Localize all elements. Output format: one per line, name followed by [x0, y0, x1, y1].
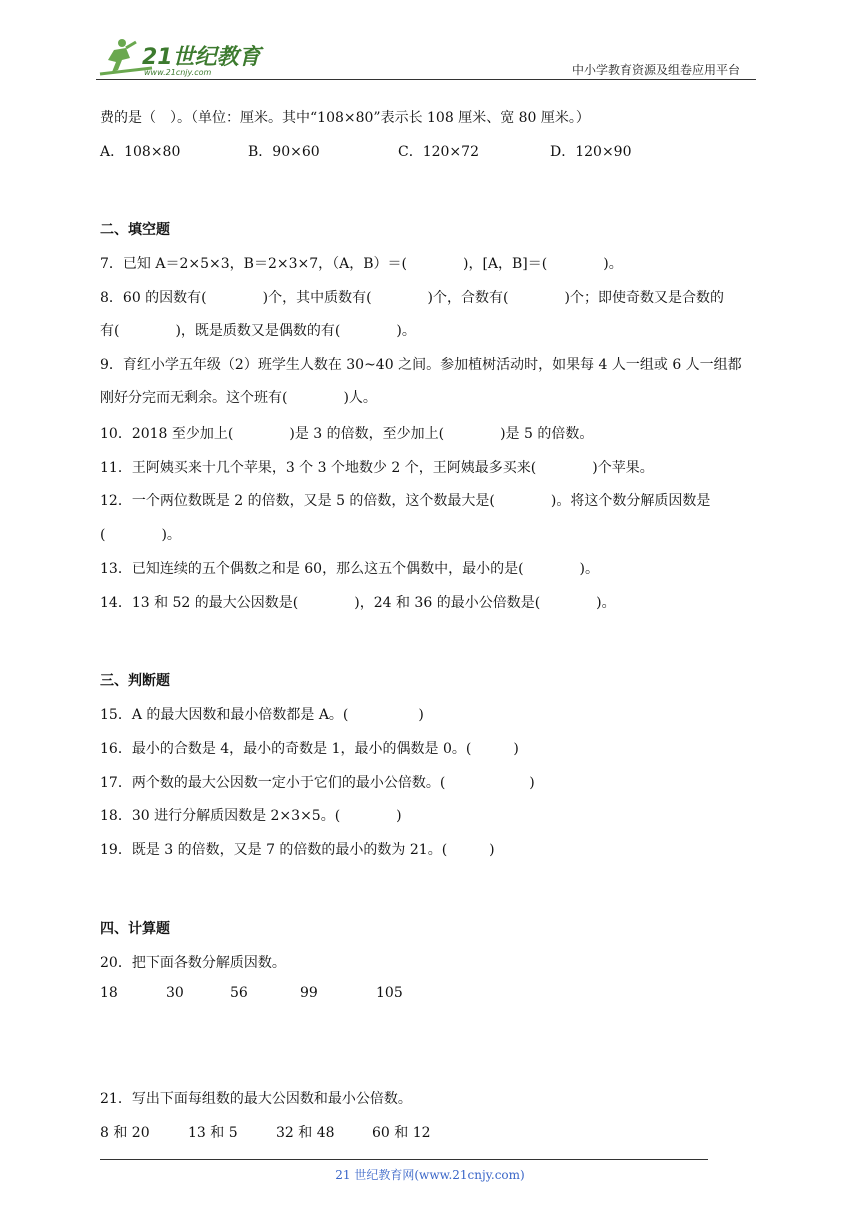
logo-text: 21世纪教育 [142, 45, 261, 70]
q6-option-a: A．108×80 [100, 144, 181, 160]
platform-name: 中小学教育资源及组卷应用平台 [572, 63, 741, 77]
question-9-line2: 刚好分完而无剩余。这个班有( )人。 [100, 390, 377, 406]
section-title-calc: 四、计算题 [100, 921, 170, 937]
question-8-line2: 有( )，既是质数又是偶数的有( )。 [100, 323, 416, 339]
question-18: 18．30 进行分解质因数是 2×3×5。( ) [100, 808, 402, 824]
q6-option-c: C．120×72 [398, 144, 479, 160]
question-16: 16．最小的合数是 4，最小的奇数是 1，最小的偶数是 0。( ) [100, 741, 519, 757]
section-title-fill: 二、填空题 [100, 222, 170, 238]
header-divider [96, 79, 756, 80]
q21-group: 8 和 20 [100, 1125, 150, 1141]
question-21: 21．写出下面每组数的最大公因数和最小公倍数。 [100, 1091, 412, 1107]
question-15: 15．A 的最大因数和最小倍数都是 A。( ) [100, 707, 424, 723]
question-17: 17．两个数的最大公因数一定小于它们的最小公倍数。( ) [100, 775, 535, 791]
question-13: 13．已知连续的五个偶数之和是 60，那么这五个偶数中，最小的是( )。 [100, 561, 600, 577]
q20-number: 18 [100, 985, 118, 1001]
q21-group: 13 和 5 [188, 1125, 238, 1141]
q20-number: 99 [300, 985, 318, 1001]
question-8-line1: 8．60 的因数有( )个，其中质数有( )个，合数有( )个；即使奇数又是合数的 [100, 290, 724, 306]
site-logo [92, 34, 267, 80]
question-9-line1: 9．育红小学五年级（2）班学生人数在 30~40 之间。参加植树活动时，如果每 4 人一组或 6 人一组都 [100, 357, 742, 373]
question-14: 14．13 和 52 的最大公因数是( )，24 和 36 的最小公倍数是( )。 [100, 595, 616, 611]
question-10: 10．2018 至少加上( )是 3 的倍数，至少加上( )是 5 的倍数。 [100, 426, 594, 442]
question-7: 7．已知 A＝2×5×3，B＝2×3×7，（A，B）＝( )，[A，B]＝( )。 [100, 256, 623, 272]
question-19: 19．既是 3 的倍数，又是 7 的倍数的最小的数为 21。( ) [100, 842, 495, 858]
q21-group: 32 和 48 [276, 1125, 335, 1141]
logo-url: www.21cnjy.com [144, 68, 212, 77]
footer-divider [100, 1159, 708, 1160]
question-11: 11．王阿姨买来十几个苹果，3 个 3 个地数少 2 个，王阿姨最多买来( )个苹果。 [100, 460, 654, 476]
section-title-judge: 三、判断题 [100, 673, 170, 689]
q21-group: 60 和 12 [372, 1125, 431, 1141]
footer-link[interactable]: 21 世纪教育网(www.21cnjy.com) [335, 1168, 525, 1182]
q6-text: 费的是（ ）。（单位：厘米。其中“108×80”表示长 108 厘米、宽 80 厘米。） [100, 110, 590, 126]
question-20: 20．把下面各数分解质因数。 [100, 955, 286, 971]
q20-number: 30 [166, 985, 184, 1001]
q6-option-b: B．90×60 [248, 144, 320, 160]
q20-number: 105 [376, 985, 403, 1001]
question-12-line1: 12．一个两位数既是 2 的倍数，又是 5 的倍数，这个数最大是( )。将这个数分解质因数是 [100, 493, 711, 509]
q20-number: 56 [230, 985, 248, 1001]
question-12-line2: ( )。 [100, 527, 181, 543]
q6-option-d: D．120×90 [550, 144, 632, 160]
